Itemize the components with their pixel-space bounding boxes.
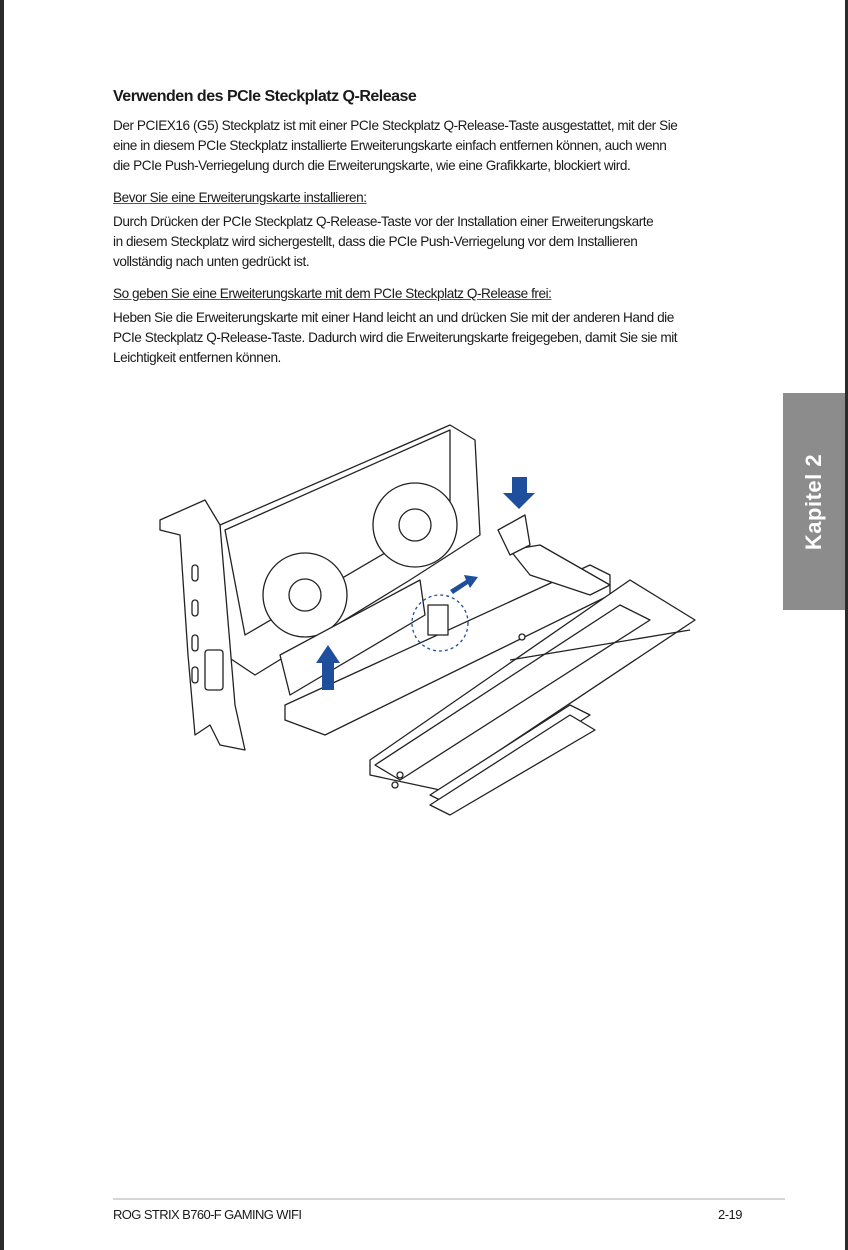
release-heading: So geben Sie eine Erweiterungskarte mit dem PCIe Steckplatz Q-Release frei:: [113, 286, 552, 301]
text-line: Durch Drücken der PCIe Steckplatz Q-Release-Taste vor der Installation einer Erweiterungskarte: [113, 214, 654, 229]
text-line: vollständig nach unten gedrückt ist.: [113, 254, 310, 269]
section-content: [113, 86, 743, 368]
viewer-border-left: [0, 0, 4, 1250]
text-line: PCIe Steckplatz Q-Release-Taste. Dadurch wird die Erweiterungskarte freigegeben, damit Sie sie mit: [113, 330, 678, 345]
release-paragraph: [113, 308, 743, 368]
pcie-q-release-illustration: [150, 405, 700, 820]
intro-paragraph: [113, 116, 743, 176]
before-install-heading: Bevor Sie eine Erweiterungskarte installieren:: [113, 190, 367, 205]
text-line: eine in diesem PCIe Steckplatz installierte Erweiterungskarte einfach entfernen können, auch wenn: [113, 138, 667, 153]
text-line: Heben Sie die Erweiterungskarte mit einer Hand leicht an und drücken Sie mit der anderen Hand die: [113, 310, 674, 325]
footer-product-name: ROG STRIX B760-F GAMING WIFI: [113, 1207, 302, 1222]
section-title: Verwenden des PCIe Steckplatz Q-Release: [113, 88, 417, 105]
footer-divider: [113, 1198, 785, 1200]
chapter-tab: [783, 393, 845, 610]
diagonal-arrow-icon: [450, 575, 478, 594]
text-line: die PCIe Push-Verriegelung durch die Erweiterungskarte, wie eine Grafikkarte, blockiert wird.: [113, 158, 631, 173]
down-arrow-icon: [503, 477, 535, 509]
chapter-tab-label: Kapitel 2: [801, 453, 826, 550]
text-line: Der PCIEX16 (G5) Steckplatz ist mit einer PCIe Steckplatz Q-Release-Taste ausgestattet, mit der Sie: [113, 118, 678, 133]
push-latch: [428, 605, 448, 635]
text-line: Leichtigkeit entfernen können.: [113, 350, 281, 365]
footer-page-number: 2-19: [718, 1207, 743, 1222]
before-install-paragraph: [113, 212, 743, 272]
text-line: in diesem Steckplatz wird sichergestellt, dass die PCIe Push-Verriegelung vor dem Installieren: [113, 234, 638, 249]
